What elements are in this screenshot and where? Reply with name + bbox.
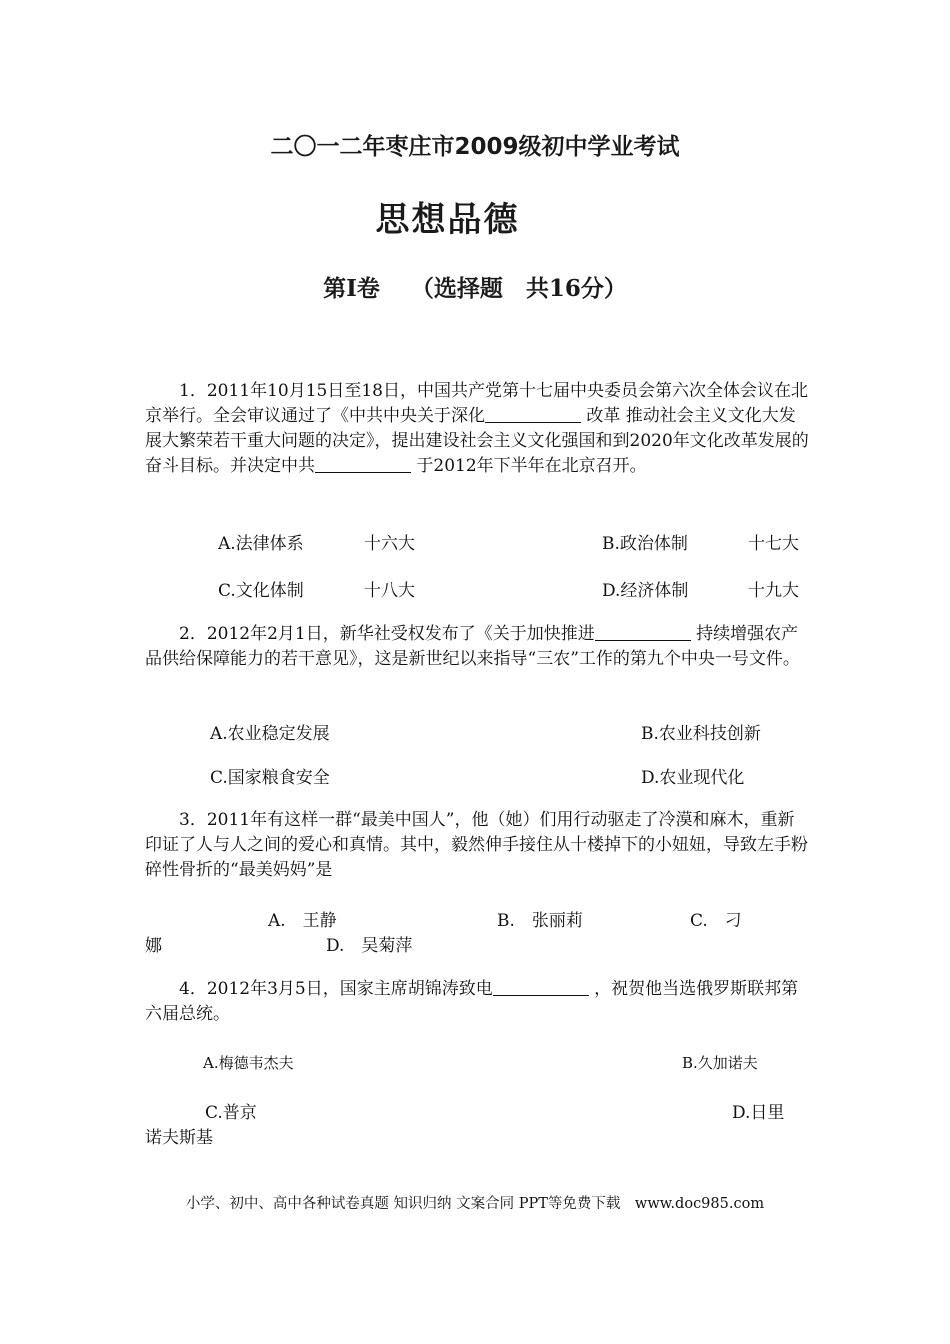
question-1-text-b: 改革 推动社会主义文化大发展大繁荣若干重大问题的决定》，提出建设社会主义文化强国和到2020年文化改革发展的奋斗目标。并决定中共	[145, 406, 809, 476]
q1-option-d-label: D.经济体制	[602, 581, 689, 601]
q1-option-a-value: 十六大	[364, 534, 415, 554]
q1-option-a-label: A.法律体系	[218, 534, 304, 554]
question-2-text-b: 持续增强农产品供给保障能力的若干意见》，这是新世纪以来指导“三农”工作的第九个中央一号文件。	[145, 624, 800, 669]
section-title: 第Ⅰ卷 （选择题 共16分）	[323, 275, 627, 302]
q3-option-d: D. 吴菊萍	[326, 936, 413, 956]
q1-option-b-value: 十七大	[748, 534, 799, 554]
q2-option-b: B.农业科技创新	[641, 724, 761, 744]
page-footer: 小学、初中、高中各种试卷真题 知识归纳 文案合同 PPT等免费下载 www.doc985.com	[185, 1196, 765, 1212]
q3-option-a: A. 王静	[268, 911, 337, 931]
question-1-blank-2	[315, 456, 411, 473]
q4-option-d: D.日里	[732, 1103, 785, 1123]
q1-option-d-value: 十九大	[748, 581, 799, 601]
question-2-blank	[595, 624, 691, 641]
question-1-text-c: 于2012年下半年在北京召开。	[411, 456, 647, 476]
q2-option-c: C.国家粮食安全	[210, 768, 330, 788]
question-2-text-a: 2．2012年2月1日，新华社受权发布了《关于加快推进	[179, 624, 595, 644]
q4-option-b: B.久加诺夫	[682, 1054, 758, 1072]
question-4-text-b: ，祝贺他当选俄罗斯联邦第六届总统。	[145, 979, 799, 1024]
q4-option-a: A.梅德韦杰夫	[203, 1054, 294, 1072]
question-4-blank	[493, 979, 589, 996]
q3-option-c: C. 刁	[690, 911, 742, 931]
q4-option-c: C.普京	[205, 1103, 257, 1123]
subject-title: 思想品德	[375, 200, 520, 240]
question-2	[145, 622, 810, 672]
question-4	[145, 977, 810, 1027]
q1-option-c-label: C.文化体制	[218, 581, 304, 601]
question-1	[145, 379, 810, 479]
q1-option-b-label: B.政治体制	[602, 534, 688, 554]
q1-option-c-value: 十八大	[364, 581, 415, 601]
q3-option-c-cont: 娜	[145, 936, 162, 956]
q4-option-d-cont: 诺夫斯基	[145, 1128, 213, 1148]
question-1-blank-1	[485, 406, 581, 423]
question-1-text-a: 1．2011年10月15日至18日，中国共产党第十七届中央委员会第六次全体会议在北京举行。全会审议通过了《中共中央关于深化	[145, 381, 808, 426]
question-4-text-a: 4．2012年3月5日，国家主席胡锦涛致电	[179, 979, 493, 999]
q2-option-a: A.农业稳定发展	[210, 724, 330, 744]
q2-option-d: D.农业现代化	[641, 768, 745, 788]
question-3: 3．2011年有这样一群“最美中国人”，他（她）们用行动驱走了冷漠和麻木，重新印证了人与人之间的爱心和真情。其中，毅然伸手接住从十楼掉下的小妞妞，导致左手粉碎性骨折的“最美妈妈”是	[145, 810, 808, 880]
exam-title: 二〇一二年枣庄市2009级初中学业考试	[270, 134, 680, 160]
q3-option-b: B. 张丽莉	[497, 911, 583, 931]
